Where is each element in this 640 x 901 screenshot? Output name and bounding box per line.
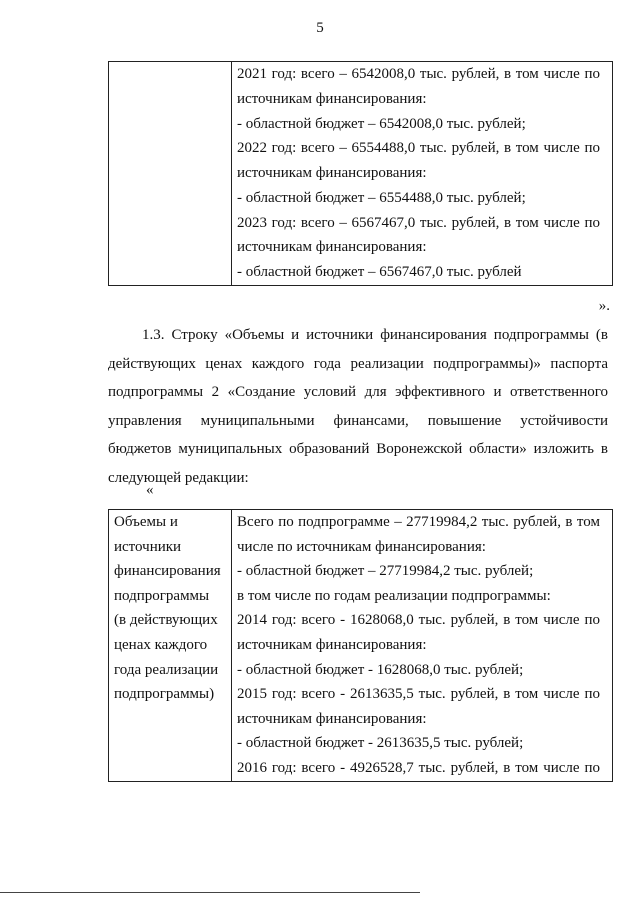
table-left-line: финансирования — [114, 563, 221, 580]
table-left-line: источники — [114, 538, 182, 555]
opening-quote: « — [146, 482, 154, 498]
table-line: источникам финансирования: — [237, 239, 427, 256]
table-line: в том числе по годам реализации подпрограммы: — [237, 587, 551, 604]
footer-rule — [0, 892, 420, 893]
table-line: - областной бюджет - 2613635,5 тыс. рублей; — [237, 735, 524, 752]
table-left-line: ценах каждого — [114, 636, 208, 653]
table-row — [109, 62, 613, 286]
table-right-cell — [232, 510, 613, 782]
table-line: 2023 год: всего – 6567467,0 тыс. рублей, в том числе по — [237, 214, 600, 231]
table-left-line: года реализации — [114, 661, 219, 678]
table-left-line: Объемы и — [114, 514, 178, 530]
table-left-cell — [109, 510, 232, 782]
table-left-line: подпрограммы) — [114, 686, 215, 703]
table-line: источникам финансирования: — [237, 636, 427, 653]
table-line: источникам финансирования: — [237, 710, 427, 727]
table-row — [109, 510, 613, 782]
table-line: 2015 год: всего - 2613635,5 тыс. рублей, в том числе по — [237, 686, 600, 703]
table-left-cell — [109, 62, 232, 286]
table-line: - областной бюджет – 27719984,2 тыс. рублей; — [237, 563, 534, 580]
paragraph-line: следующей редакции: — [108, 469, 249, 486]
paragraph-line: 1.3. Строку «Объемы и источники финансирования подпрограммы (в — [142, 327, 608, 343]
amendment-paragraph — [108, 321, 608, 492]
table-line: числе по источникам финансирования: — [237, 538, 486, 555]
paragraph-line: подпрограммы 2 «Создание условий для эффективного и ответственного — [108, 384, 608, 400]
table-line: - областной бюджет - 1628068,0 тыс. рублей; — [237, 661, 524, 678]
table-line: Всего по подпрограмме – 27719984,2 тыс. рублей, в том — [237, 514, 600, 530]
financing-table-continued — [108, 61, 613, 286]
table-line: 2016 год: всего - 4926528,7 тыс. рублей, в том числе по — [237, 759, 600, 776]
paragraph-line: бюджетов муниципальных образований Воронежской области» изложить в — [108, 441, 608, 457]
table-line: источникам финансирования: — [237, 90, 427, 107]
table-line: 2014 год: всего - 1628068,0 тыс. рублей, в том числе по — [237, 612, 600, 629]
table-line: 2021 год: всего – 6542008,0 тыс. рублей, в том числе по — [237, 66, 600, 82]
table-line: - областной бюджет – 6567467,0 тыс. рублей — [237, 264, 522, 280]
page-number: 5 — [316, 20, 324, 36]
table-left-line: (в действующих — [114, 612, 218, 629]
table-line: источникам финансирования: — [237, 165, 427, 181]
financing-table — [108, 509, 613, 782]
paragraph-line: действующих ценах каждого года реализации подпрограммы)» паспорта — [108, 355, 608, 372]
table-right-cell — [232, 62, 613, 286]
table-line: 2022 год: всего – 6554488,0 тыс. рублей, в том числе по — [237, 140, 600, 157]
closing-quote: ». — [598, 298, 610, 314]
paragraph-line: управления муниципальными финансами, повышение устойчивости — [108, 412, 608, 429]
table-left-line: подпрограммы — [114, 587, 210, 604]
table-line: - областной бюджет – 6554488,0 тыс. рублей; — [237, 189, 526, 206]
table-line: - областной бюджет – 6542008,0 тыс. рублей; — [237, 115, 526, 132]
